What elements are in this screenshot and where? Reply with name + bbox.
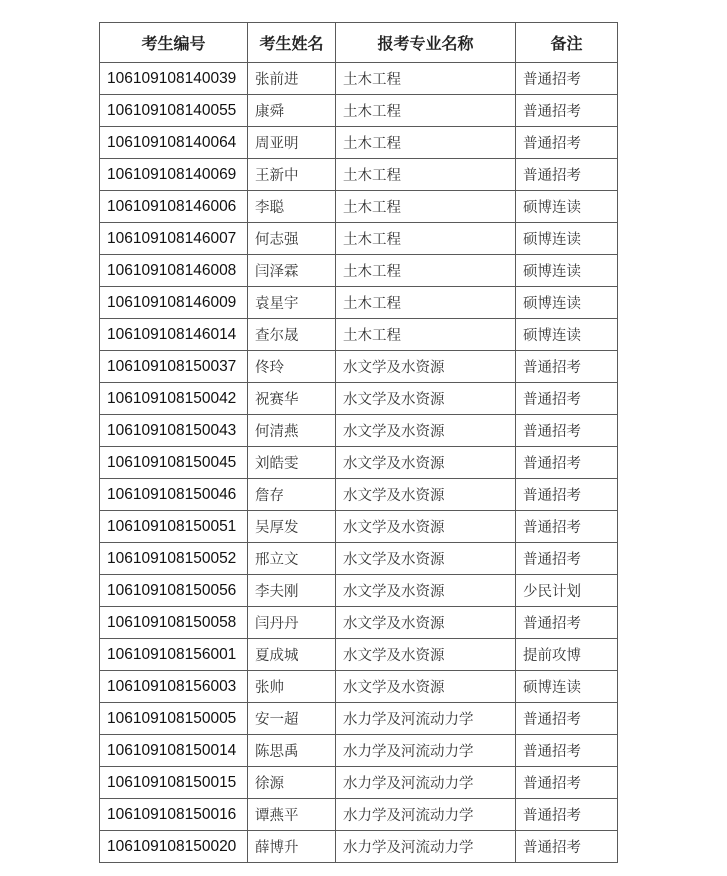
candidate-name-cell: 夏成城	[248, 639, 336, 671]
table-row	[100, 287, 618, 319]
major-cell: 土木工程	[336, 159, 516, 191]
major-cell: 水文学及水资源	[336, 639, 516, 671]
table-row	[100, 319, 618, 351]
remark-cell: 普通招考	[516, 127, 618, 159]
candidate-name-cell: 周亚明	[248, 127, 336, 159]
candidate-name-cell: 祝赛华	[248, 383, 336, 415]
header-candidate-name: 考生姓名	[248, 23, 336, 63]
table-row	[100, 543, 618, 575]
candidate-id-cell: 106109108140055	[100, 95, 248, 127]
table-row	[100, 255, 618, 287]
major-cell: 土木工程	[336, 255, 516, 287]
candidate-name-cell: 闫泽霖	[248, 255, 336, 287]
table-row	[100, 191, 618, 223]
remark-cell: 普通招考	[516, 799, 618, 831]
candidate-id-cell: 106109108140064	[100, 127, 248, 159]
candidate-id-cell: 106109108150020	[100, 831, 248, 863]
candidate-name-cell: 查尔晟	[248, 319, 336, 351]
major-cell: 土木工程	[336, 63, 516, 95]
major-cell: 水力学及河流动力学	[336, 735, 516, 767]
remark-cell: 普通招考	[516, 703, 618, 735]
admission-table	[99, 22, 618, 863]
remark-cell: 普通招考	[516, 543, 618, 575]
remark-cell: 硕博连读	[516, 671, 618, 703]
table-row	[100, 383, 618, 415]
candidate-name-cell: 袁星宇	[248, 287, 336, 319]
table-row	[100, 831, 618, 863]
remark-cell: 硕博连读	[516, 255, 618, 287]
remark-cell: 提前攻博	[516, 639, 618, 671]
major-cell: 水力学及河流动力学	[336, 703, 516, 735]
remark-cell: 硕博连读	[516, 287, 618, 319]
candidate-id-cell: 106109108150005	[100, 703, 248, 735]
remark-cell: 普通招考	[516, 735, 618, 767]
candidate-name-cell: 谭燕平	[248, 799, 336, 831]
remark-cell: 普通招考	[516, 511, 618, 543]
table-row	[100, 671, 618, 703]
major-cell: 水力学及河流动力学	[336, 799, 516, 831]
major-cell: 土木工程	[336, 191, 516, 223]
candidate-name-cell: 闫丹丹	[248, 607, 336, 639]
table-row	[100, 767, 618, 799]
candidate-id-cell: 106109108150043	[100, 415, 248, 447]
major-cell: 水文学及水资源	[336, 543, 516, 575]
table-row	[100, 63, 618, 95]
major-cell: 水文学及水资源	[336, 447, 516, 479]
header-major: 报考专业名称	[336, 23, 516, 63]
remark-cell: 普通招考	[516, 831, 618, 863]
table-row	[100, 735, 618, 767]
table-row	[100, 799, 618, 831]
candidate-name-cell: 薛博升	[248, 831, 336, 863]
candidate-name-cell: 康舜	[248, 95, 336, 127]
remark-cell: 普通招考	[516, 479, 618, 511]
candidate-id-cell: 106109108150045	[100, 447, 248, 479]
major-cell: 土木工程	[336, 319, 516, 351]
candidate-id-cell: 106109108150014	[100, 735, 248, 767]
major-cell: 水文学及水资源	[336, 383, 516, 415]
table-row	[100, 639, 618, 671]
candidate-id-cell: 106109108146006	[100, 191, 248, 223]
table-row	[100, 511, 618, 543]
candidate-name-cell: 安一超	[248, 703, 336, 735]
header-row	[100, 23, 618, 63]
remark-cell: 普通招考	[516, 607, 618, 639]
header-candidate-id: 考生编号	[100, 23, 248, 63]
candidate-id-cell: 106109108150015	[100, 767, 248, 799]
table-row	[100, 447, 618, 479]
candidate-name-cell: 李夫刚	[248, 575, 336, 607]
table-row	[100, 479, 618, 511]
remark-cell: 普通招考	[516, 447, 618, 479]
table-row	[100, 223, 618, 255]
candidate-name-cell: 詹存	[248, 479, 336, 511]
candidate-name-cell: 王新中	[248, 159, 336, 191]
major-cell: 水力学及河流动力学	[336, 831, 516, 863]
table-row	[100, 415, 618, 447]
candidate-id-cell: 106109108150046	[100, 479, 248, 511]
major-cell: 土木工程	[336, 287, 516, 319]
candidate-id-cell: 106109108150037	[100, 351, 248, 383]
remark-cell: 硕博连读	[516, 223, 618, 255]
candidate-id-cell: 106109108146009	[100, 287, 248, 319]
major-cell: 土木工程	[336, 127, 516, 159]
candidate-name-cell: 李聪	[248, 191, 336, 223]
remark-cell: 普通招考	[516, 767, 618, 799]
remark-cell: 普通招考	[516, 159, 618, 191]
candidate-id-cell: 106109108150042	[100, 383, 248, 415]
major-cell: 水文学及水资源	[336, 479, 516, 511]
candidate-name-cell: 邢立文	[248, 543, 336, 575]
table-row	[100, 351, 618, 383]
candidate-name-cell: 陈思禹	[248, 735, 336, 767]
candidate-id-cell: 106109108140039	[100, 63, 248, 95]
candidate-name-cell: 张帅	[248, 671, 336, 703]
candidate-id-cell: 106109108150052	[100, 543, 248, 575]
major-cell: 水文学及水资源	[336, 415, 516, 447]
candidate-id-cell: 106109108146007	[100, 223, 248, 255]
candidate-id-cell: 106109108146008	[100, 255, 248, 287]
major-cell: 水文学及水资源	[336, 671, 516, 703]
remark-cell: 少民计划	[516, 575, 618, 607]
major-cell: 水文学及水资源	[336, 511, 516, 543]
major-cell: 水文学及水资源	[336, 607, 516, 639]
candidate-id-cell: 106109108150016	[100, 799, 248, 831]
table-row	[100, 703, 618, 735]
candidate-name-cell: 何清燕	[248, 415, 336, 447]
major-cell: 水力学及河流动力学	[336, 767, 516, 799]
remark-cell: 硕博连读	[516, 319, 618, 351]
candidate-name-cell: 刘皓雯	[248, 447, 336, 479]
major-cell: 水文学及水资源	[336, 351, 516, 383]
candidate-id-cell: 106109108140069	[100, 159, 248, 191]
candidate-id-cell: 106109108150058	[100, 607, 248, 639]
candidate-name-cell: 佟玲	[248, 351, 336, 383]
table-row	[100, 127, 618, 159]
candidate-id-cell: 106109108150056	[100, 575, 248, 607]
table-row	[100, 607, 618, 639]
table-row	[100, 95, 618, 127]
candidate-id-cell: 106109108156001	[100, 639, 248, 671]
candidate-name-cell: 徐源	[248, 767, 336, 799]
header-remark: 备注	[516, 23, 618, 63]
major-cell: 水文学及水资源	[336, 575, 516, 607]
remark-cell: 普通招考	[516, 383, 618, 415]
remark-cell: 硕博连读	[516, 191, 618, 223]
candidate-name-cell: 何志强	[248, 223, 336, 255]
candidate-id-cell: 106109108146014	[100, 319, 248, 351]
remark-cell: 普通招考	[516, 415, 618, 447]
remark-cell: 普通招考	[516, 95, 618, 127]
candidate-id-cell: 106109108150051	[100, 511, 248, 543]
table-row	[100, 575, 618, 607]
candidate-id-cell: 106109108156003	[100, 671, 248, 703]
major-cell: 土木工程	[336, 223, 516, 255]
candidate-name-cell: 吴厚发	[248, 511, 336, 543]
remark-cell: 普通招考	[516, 351, 618, 383]
table-row	[100, 159, 618, 191]
major-cell: 土木工程	[336, 95, 516, 127]
candidate-name-cell: 张前进	[248, 63, 336, 95]
remark-cell: 普通招考	[516, 63, 618, 95]
